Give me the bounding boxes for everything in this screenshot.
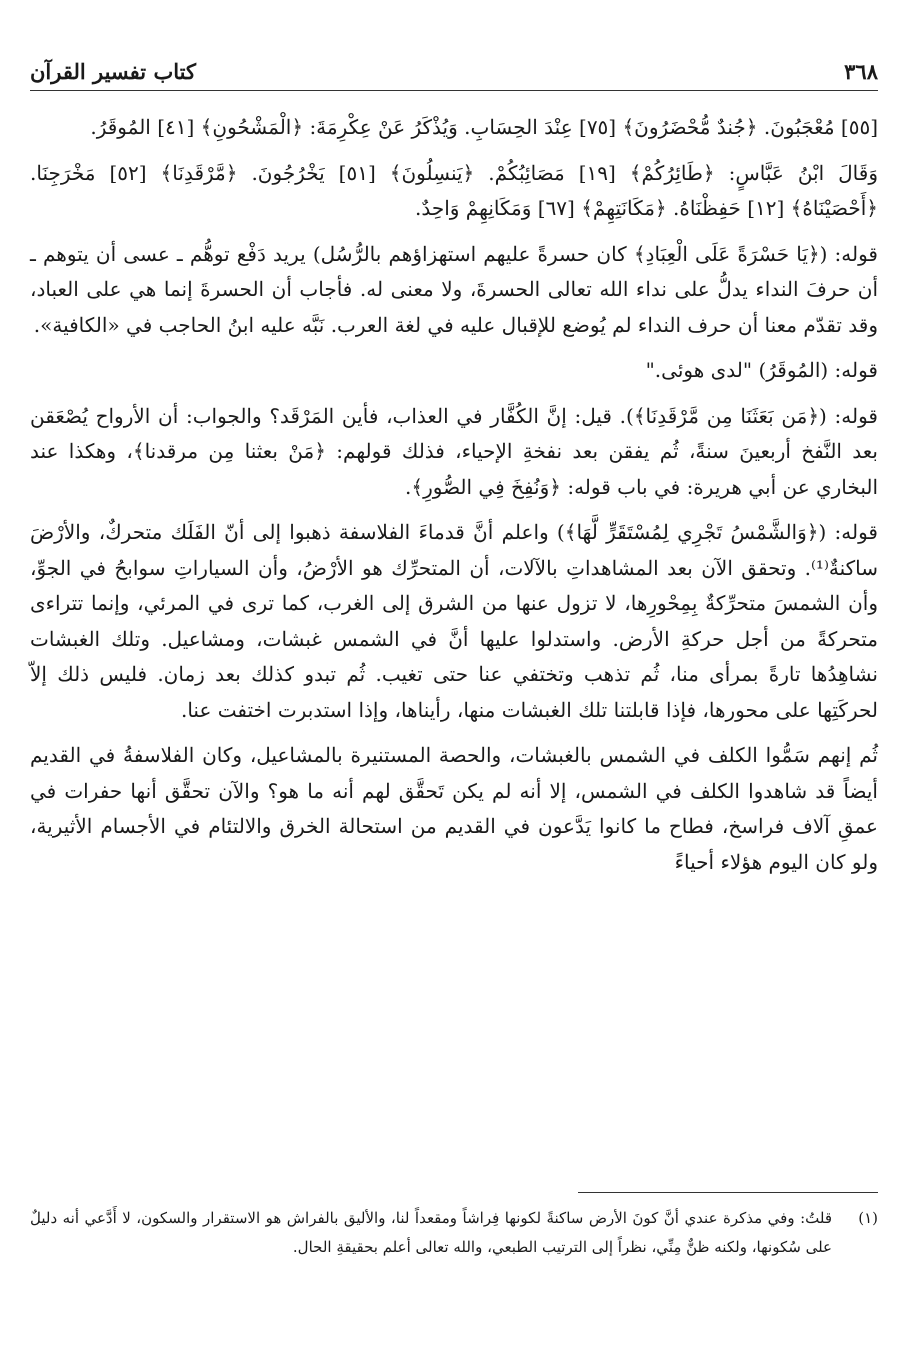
paragraph-word-glosses-2: وَقَالَ ابْنُ عَبَّاسٍ: ﴿طَائِرُكُمْ﴾ [١٩] مَصَائِبُكُمْ. ﴿يَنسِلُونَ﴾ [٥١] يَخْرُجُونَ. ﴿مَّرْقَدِنَا﴾ [٥٢] مَخْرَجِنَا. ﴿أَحْصَيْنَاهُ﴾ [١٢] حَفِظْنَاهُ. ﴿مَكَانَتِهِمْ﴾ [٦٧] وَمَكَانِهِمْ وَاحِدٌ.	[30, 160, 878, 220]
paragraph-marqadina: قوله: (﴿مَن بَعَثَنَا مِن مَّرْقَدِنَا﴾). قيل: إنَّ الكُفَّار في العذاب، فأين المَرْقَد؟ والجواب: أن الأرواح يُصْعَقن بعد النَّفخ أربعينَ سنةً، ثُم يفقن بعد نفخةِ الإحياء، فذلك قولهم: ﴿مَنْ بعثنا مِن مرقدنا﴾، وهكذا عند البخاري عن أبي هريرة: في باب قوله: ﴿وَنُفِخَ فِي الصُّورِ﴾.	[30, 403, 878, 499]
page-number: ٣٦٨	[844, 58, 878, 84]
document-page	[30, 52, 878, 1342]
footnote-divider	[578, 1192, 878, 1193]
footnote-text: قلتُ: وفي مذكرة عندي أنَّ كونَ الأرض ساكنةً لكونها فِراشاً ومقعداً لنا، والأليق بالفراش هو الاستقرار والسكون، لا أَدَّعي أنه دليلٌ على سُكونها، ولكنه ظنٌّ مِنِّي، نظراً إلى الترتيب الطبعي، والله تعالى أعلم بحقيقةِ الحال.	[30, 1209, 832, 1256]
footnote	[30, 1204, 878, 1262]
paragraph-word-glosses-1: [٥٥] مُعْجَبُونَ. ﴿جُندٌ مُّحْضَرُونَ﴾ [٧٥] عِنْدَ الحِسَابِ. وَيُذْكَرُ عَنْ عِكْرِمَةَ: ﴿الْمَشْحُونِ﴾ [٤١] المُوقَرُ.	[90, 115, 878, 139]
book-title: كتاب تفسير القرآن	[30, 58, 196, 84]
footnotes	[30, 1204, 878, 1262]
page-header	[30, 52, 878, 91]
paragraph-ya-hasratan: قوله: (﴿يَا حَسْرَةً عَلَى الْعِبَادِ﴾ كان حسرةً عليهم استهزاؤهم بالرُّسُل) يريد دَفْع توهُّم ـ عسى أن يتوهم ـ أن حرفَ النداء يدلُّ على نداء الله تعالى الحسرةَ، ولا معنى له. فأجاب أن الحسرةَ إنما هي على العباد، وقد تقدّم معنا أن حرف النداء لم يُوضع للإقبال عليه في لغة العرب. نَبَّه عليه ابنُ الحاجب في «الكافية».	[30, 241, 878, 337]
paragraph-sun-motion: قوله: (﴿وَالشَّمْسُ تَجْرِي لِمُسْتَقَرٍّ لَّهَا﴾) واعلم أنَّ قدماءَ الفلاسفة ذهبوا إلى أنّ الفَلَك متحركٌ، والأرْضَ ساكنةٌ⁽¹⁾. وتحقق الآن بعد المشاهداتِ بالآلات، أن المتحرِّك هو الأرْضُ، وأن السياراتِ سوابحُ في الجوِّ، وأن الشمسَ متحرِّكةٌ بِمِحْورِها، لا تزول عنها من الشرق إلى الغرب، كما ترى في المرئي، وإنما تتراءى متحركةً من أجل حركةِ الأرض. واستدلوا عليها أنَّ في الشمس غبشات، ومشاعيل. وتلك الغبشات نشاهِدُها تارةً بمرأى منا، ثُم تذهب وتختفي عنا حتى تغيب. ثُم تبدو كذلك بعد زمان. فليس ذلك إلاّ لحركَتِها على محورها، فإذا قابلتنا تلك الغبشات منها، رأيناها، وإذا استدبرت اختفت عنا.	[30, 520, 878, 722]
footnote-number: (١)	[858, 1209, 878, 1227]
main-text	[30, 110, 878, 890]
paragraph-sunspots: ثُم إنهم سَمُّوا الكلف في الشمس بالغبشات، والحصة المستنيرة بالمشاعيل، وكان الفلاسفةُ في القديم أيضاً قد شاهدوا الكلف في الشمس، إلا أنه لم يكن تَحقَّق لهم أنه ما هو؟ والآن تحقَّق أنها حفرات في عمقِ آلاف فراسخ، فطاح ما كانوا يَدَّعون في القديم من استحالة الخرق والالتئام في الأجسام الأثيرية، ولو كان اليوم هؤلاء أحياءً	[30, 743, 878, 874]
paragraph-al-muqar: قوله: (المُوقَرُ) "لدى هوئى."	[645, 358, 878, 382]
